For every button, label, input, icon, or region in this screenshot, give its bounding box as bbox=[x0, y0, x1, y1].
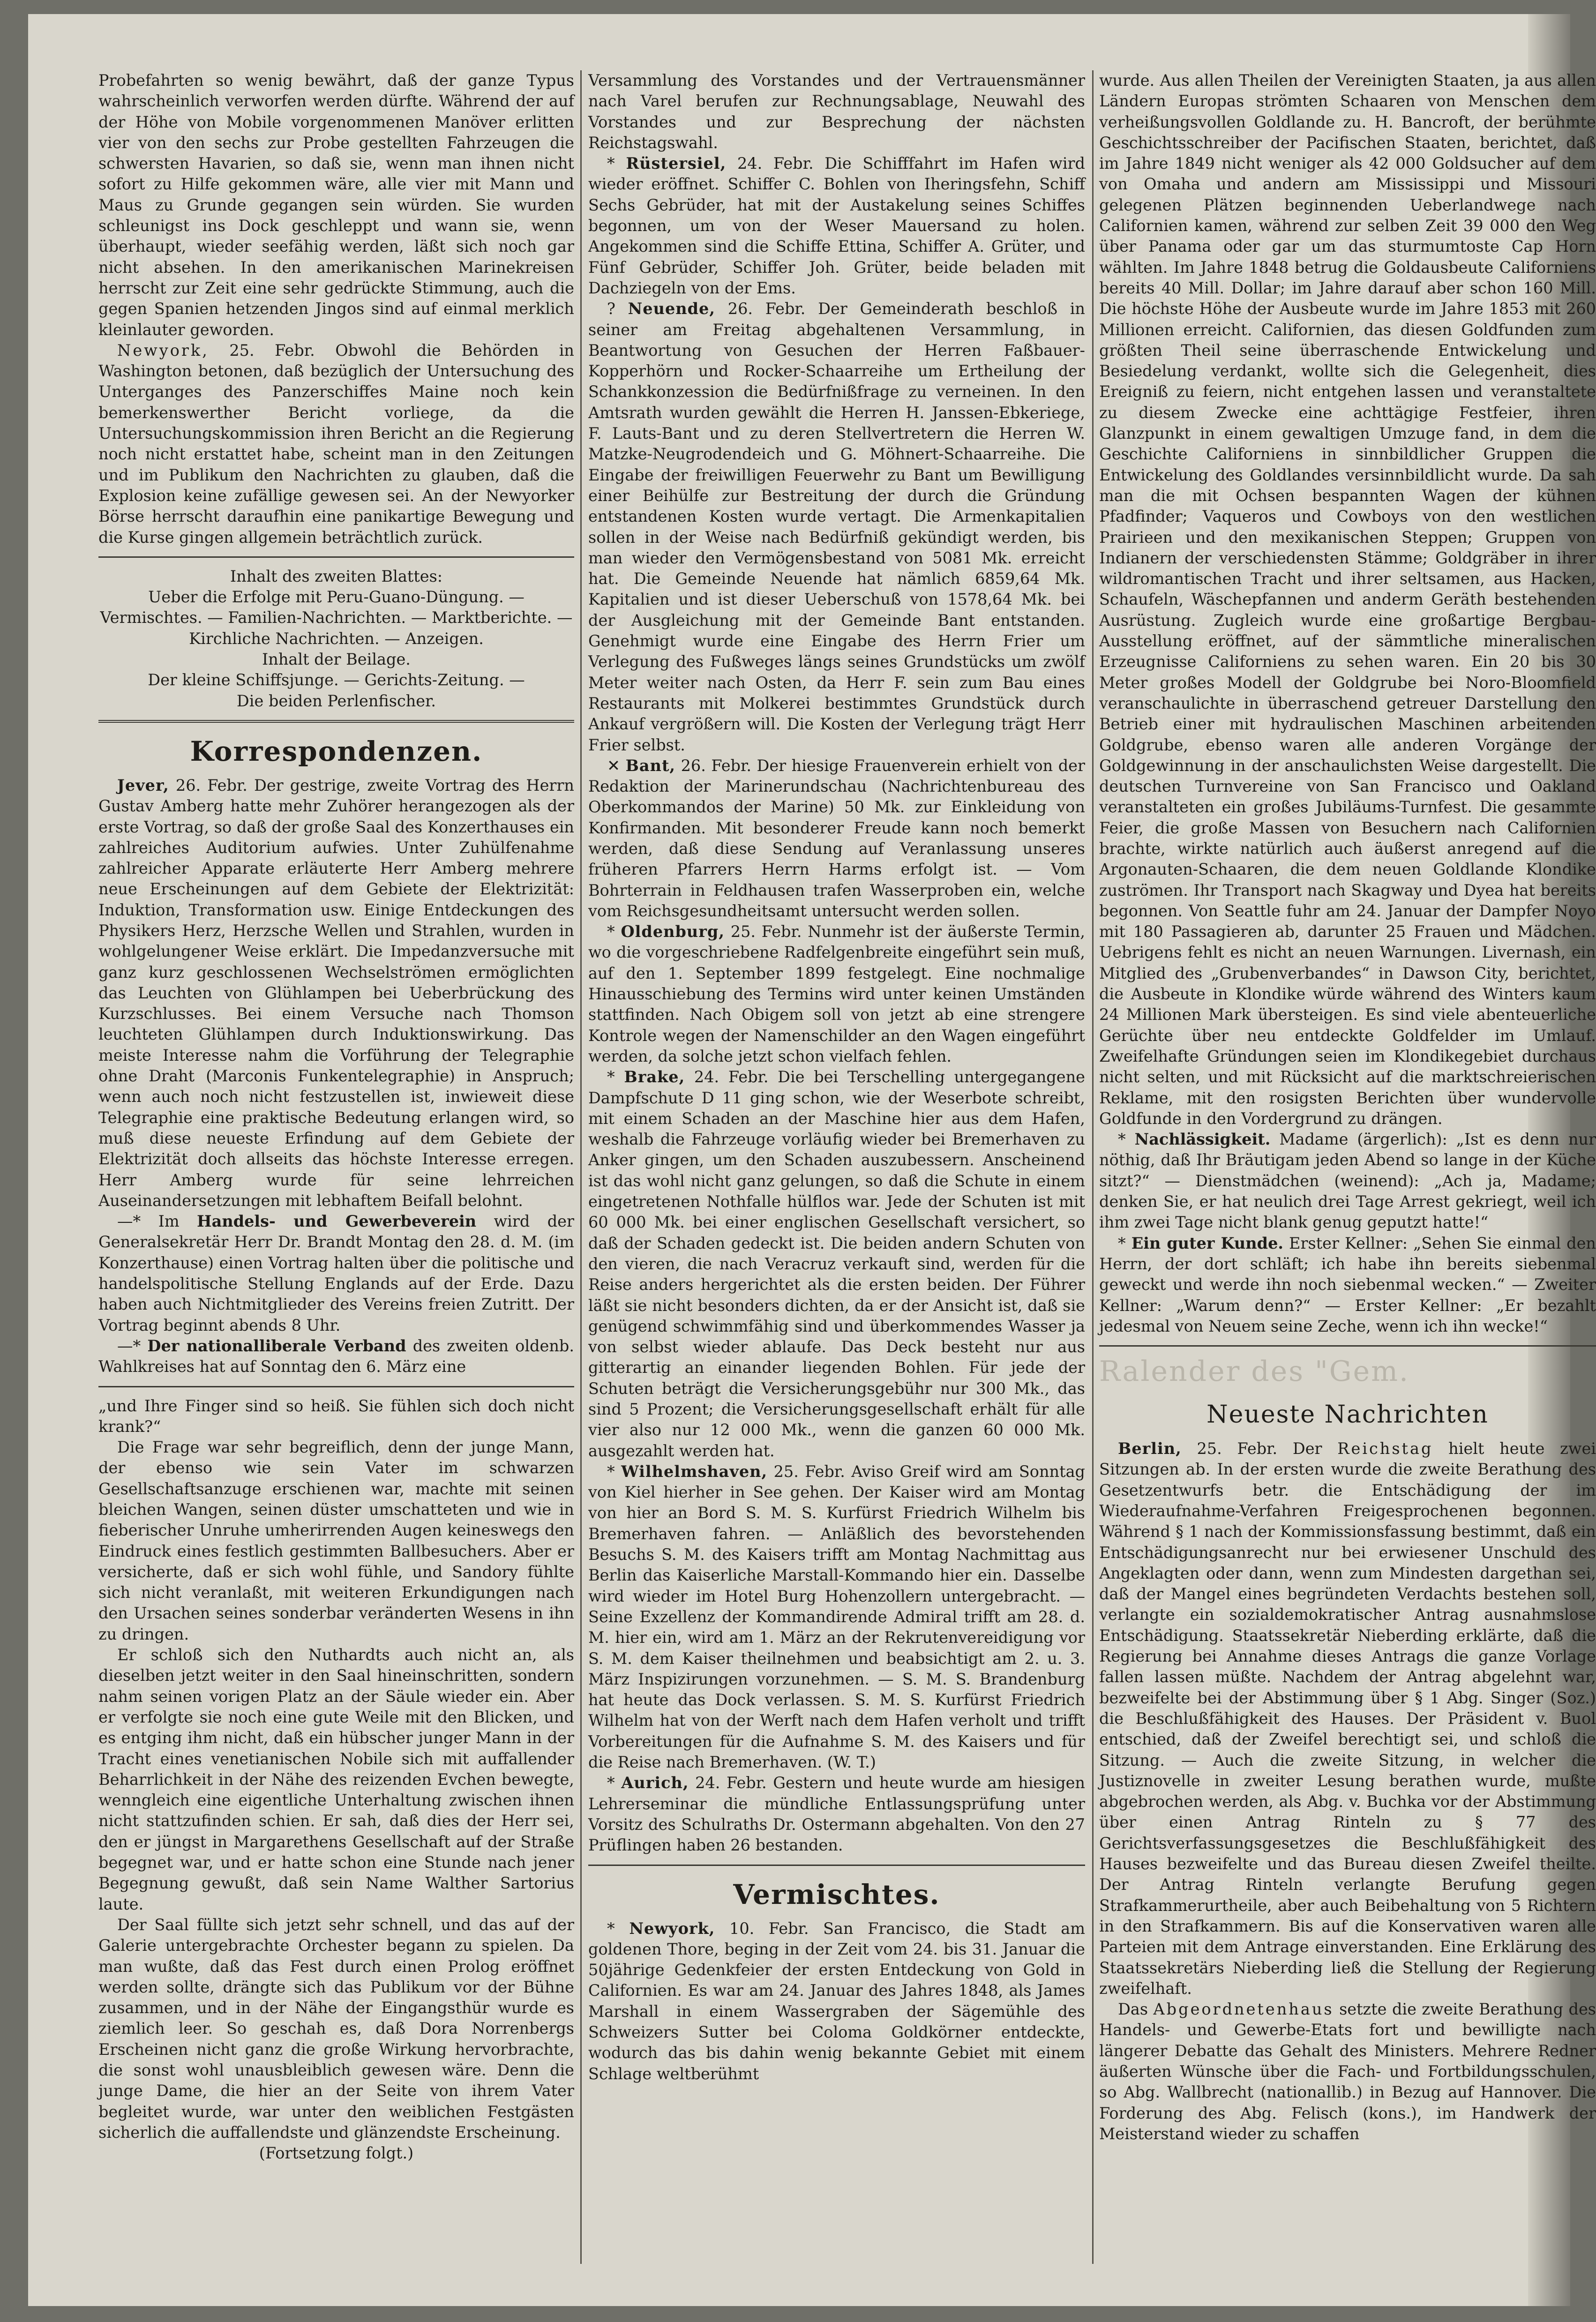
article-abgeordnetenhaus: Das Abgeordnetenhaus setzte die zweite Berathung des Handels- und Gewerbe-Etats fort und bewilligte nach längerer Debatte das Gehalt des Ministers. Mehrere Redner äußerten Wünsche über die Fach- und Fortbildungsschulen, so Abg. Wallbrecht (nationallib.) in Bezug auf Hannover. Die Forderung des Abg. Felisch (kons.), im Handwerk der Meisterstand wieder zu schaffen bbox=[1099, 2000, 1596, 2143]
article-newyork-gold: * Newyork, 10. Febr. San Francisco, die Stadt am goldenen Thore, beging in der Zeit vom 24. bis 31. Januar die 50jährige Gedenkfeier der ersten Entdeckung von Gold in Californien. Es war am 24. Januar des Jahres 1848, als James Marshall in einem Wassergraben der Sägemühle des Schweizers Sutter bei Coloma Goldkörner entdeckte, wodurch das bis dahin wenig bekannte Gebiet mit einem Schlage weltberühmt bbox=[588, 1919, 1085, 2083]
article-newyork bbox=[98, 340, 574, 548]
dateline-place: Oldenburg, bbox=[621, 922, 725, 941]
divider bbox=[98, 720, 574, 723]
article-guter-kunde: * Ein guter Kunde. Erster Kellner: „Sehen Sie einmal den Herrn, der dort schläft; ich habe ihn bereits siebenmal geweckt und werde ihn noch siebenmal wecken.“ — Zweiter Kellner: „Warum denn?“ — Erster Kellner: „Er bezahlt jedesmal von Neuem seine Zeche, wenn ich ihn wecke!“ bbox=[1099, 1234, 1596, 1335]
newspaper-page bbox=[28, 14, 1596, 2306]
dateline-place: Wilhelmshaven, bbox=[621, 1462, 768, 1481]
article-wilhelmshaven: * Wilhelmshaven, 25. Febr. Aviso Greif wird am Sonntag von Kiel hierher in See gehen. Der Kaiser wird am Montag von hier an Bord S. M. S. Kurfürst Friedrich Wilhelm bis Bremerhaven fahren. — Anläßlich des bevorstehenden Besuchs S. M. des Kaisers trifft am Montag Nachmittag aus Berlin das Kaiserliche Marstall-Kommando hier ein. Dasselbe wird wieder im Hotel Burg Hohenzollern untergebracht. — Seine Exzellenz der Kommandirende Admiral trifft am 28. d. M. hier ein, wird am 1. März an der Rekrutenvereidigung vor S. M. dem Kaiser theilnehmen und beabsichtigt am 2. u. 3. März Inspizirungen vorzunehmen. — S. M. S. Brandenburg hat heute das Dock verlassen. S. M. S. Kurfürst Friedrich Wilhelm hat von der Werft nach dem Hafen verholt und trifft Vorbereitungen für die Aufnahme S. M. des Kaisers und für die Reise nach Bremerhaven. (W. T.) bbox=[588, 1462, 1085, 1772]
novel-text: Der Saal füllte sich jetzt sehr schnell, und das auf der Galerie untergebrachte Orchester begann zu spielen. Da man wußte, daß das Fest durch einen Prolog eröffnet werden sollte, drängte sich das Publikum vor der Bühne zusammen, und in der Nähe der Eingangsthür wurde es ziemlich leer. So geschah es, daß Dora Norrenbergs Erscheinen nicht ganz die große Wirkung hervorbrachte, die sonst wohl unausbleiblich gewesen wäre. Denn die junge Dame, die hier an der Seite von ihrem Vater begleitet wurde, war unter den weiblichen Festgästen sicherlich die auffallendste und glänzendste Erscheinung. bbox=[98, 1915, 574, 2142]
dateline-place: Rüstersiel, bbox=[626, 154, 727, 173]
article-nachlaessigkeit: * Nachlässigkeit. Madame (ärgerlich): „Ist es denn nur nöthig, daß Ihr Bräutigam jeden Abend so lange in der Küche sitzt?“ — Dienstmädchen (weinend): „Ach ja, Madame; denken Sie, er hat neulich drei Tage Arrest gekriegt, weil ich ihm zwei Tage nicht blank genug geputzt hatte!“ bbox=[1099, 1130, 1596, 1232]
toc-line: Die beiden Perlenfischer. bbox=[236, 691, 436, 710]
article-text: Versammlung des Vorstandes und der Vertrauensmänner nach Varel berufen zur Rechnungsablage, Neuwahl des Vorstandes und zur Besprechung der nächsten Reichstagswahl. bbox=[588, 71, 1085, 152]
article-text: 24. Febr. Die bei Terschelling untergegangene Dampfschute D 11 ging schon, wie der Weserbote schreibt, mit einem Schaden an der Maschine hier aus dem Hafen, weshalb die Fahrzeuge vorläufig wieder bei Bremerhaven zu Anker gingen, um den Schaden auszubessern. Anscheinend ist das wohl nicht ganz gelungen, so daß die Schute in einem eingetretenen Nothfalle hülflos war. Jede der Schuten ist mit 60 000 Mk. bei einer englischen Gesellschaft versichert, so daß der Schaden gedeckt ist. Die beiden andern Schuten von den vieren, die nach Veracruz verkauft sind, werden für die Reise anders hergerichtet als die ersten beiden. Der Führer läßt sie nicht besonders dichten, da er der Ansicht ist, daß sie genügend schwimmfähig sind und überkommendes Wasser ja von selbst wieder ablaufe. Das Deck besteht nur aus gitterartig an einander liegenden Bohlen. Für jede der Schuten beträgt die Versicherungsgebühr nur 300 Mk., das sind 5 Prozent; die Versicherungsgesellschaft erhält für alle vier also nur 12 000 Mk., wenn die ganzen 60 000 Mk. ausgezahlt werden hat. bbox=[588, 1068, 1085, 1460]
article-heading: Handels- und Gewerbeverein bbox=[196, 1212, 477, 1231]
article-text: Erster Kellner: „Sehen Sie einmal den Herrn, der dort schläft; ich habe ihn bereits siebenmal geweckt und werde ihn noch siebenmal wecken.“ — Zweiter Kellner: „Warum denn?“ — Erster Kellner: „Er bezahlt jedesmal von Neuem seine Zeche, wenn ich ihn wecke!“ bbox=[1099, 1234, 1596, 1335]
column-left bbox=[98, 70, 574, 2164]
column-divider bbox=[1092, 70, 1094, 2264]
article-neuende: ? Neuende, 26. Febr. Der Gemeinderath beschloß in seiner am Freitag abgehaltenen Versammlung, in Beantwortung von Gesuchen der Herren Faßbauer-Kopperhörn und Rocker-Schaarreihe um Ertheilung der Schankkonzession die Bedürfnißfrage zu verneinen. In den Amtsrath wurden gewählt die Herren H. Janssen-Ebkeriege, F. Lauts-Bant und zu deren Stellvertretern die Herren W. Matzke-Neugrodendeich und G. Möhnert-Schaarreihe. Die Eingabe der freiwilligen Feuerwehr zu Bant um Bewilligung einer Beihülfe zur Bestreitung der durch die Gründung entstandenen Kosten wurde vertagt. Die Armenkapitalien sollen in der Weise nach Bedürfniß gekündigt werden, bis man wieder den Vermögensbestand von 5081 Mk. erreicht hat. Die Gemeinde Neuende hat nämlich 6859,64 Mk. Kapitalien und ist dieser Ueberschuß von 1578,64 Mk. bei der Ausgleichung mit der Gemeinde Bant entstanden. Genehmigt wurde eine Eingabe des Herrn Frier um Verlegung des Fußweges längs seines Grundstücks um zwölf Meter weiter nach Osten, da Herr F. sein zum Bau eines Restaurants mit Molkerei bestimmtes Grundstück durch Ankauf vergrößern will. Die Kosten der Verlegung trägt Herr Frier selbst. bbox=[588, 300, 1085, 754]
section-heading-neueste-nachrichten: Neueste Nachrichten bbox=[1206, 1401, 1489, 1429]
toc-line: Der kleine Schiffsjunge. — Gerichts-Zeitung. — bbox=[148, 671, 525, 689]
article-jever bbox=[98, 775, 574, 1211]
divider bbox=[98, 1386, 574, 1387]
article-text: 25. Febr. Obwohl die Behörden in Washington betonen, daß bezüglich der Untersuchung des Unterganges des Panzerschiffes Maine noch kein bemerkenswerther Bericht vorliege, da die Untersuchungskommission ihren Bericht an die Regierung noch nicht erstattet habe, scheint man in den Zeitungen und im Publikum den Nachrichten zu glauben, daß die Explosion keine zufällige gewesen sei. An der Newyorker Börse herrscht daraufhin eine panikartige Bewegung und die Kurse gingen allgemein beträchtlich zurück. bbox=[98, 341, 575, 547]
article-text: 25. Febr. Aviso Greif wird am Sonntag von Kiel hierher in See gehen. Der Kaiser wird am Montag von hier an Bord S. M. S. Kurfürst Friedrich Wilhelm bis Bremerhaven fahren. — Anläßlich des bevorstehenden Besuchs S. M. des Kaisers trifft am Montag Nachmittag aus Berlin das Kaiserliche Marstall-Kommando hier ein. Dasselbe wird wieder im Hotel Burg Hohenzollern untergebracht. — Seine Exzellenz der Kommandirende Admiral trifft am 28. d. M. hier ein, wird am 1. März an der Rekrutenvereidigung vor S. M. dem Kaiser theilnehmen und beabsichtigt am 2. u. 3. März Inspizirungen vorzunehmen. — S. M. S. Brandenburg hat heute das Dock verlassen. S. M. S. Kurfürst Friedrich Wilhelm hat von der Werft nach dem Hafen verholt und trifft Vorbereitungen für die Aufnahme S. M. des Kaisers und für die Reise nach Bremerhaven. (W. T.) bbox=[588, 1462, 1085, 1772]
column-right bbox=[1099, 70, 1596, 2144]
article-text: 25. Febr. Nunmehr ist der äußerste Termin, wo die vorgeschriebene Radfelgenbreite eingeführt sein muß, auf den 1. September 1899 festgelegt. Eine nochmalige Hinausschiebung des Termins wird unter keinen Umständen stattfinden. Nach Obigem soll von jetzt ab eine strengere Kontrole wegen der Namenschilder an den Wagen eingeführt werden, da solche jetzt schon vielfach fehlen. bbox=[588, 922, 1085, 1065]
section-heading-vermischtes: Vermischtes. bbox=[733, 1878, 940, 1910]
article-aurich: * Aurich, 24. Febr. Gestern und heute wurde am hiesigen Lehrerseminar die mündliche Entlassungsprüfung unter Vorsitz des Schulraths Dr. Ostermann abgehalten. Von den 27 Prüflingen haben 26 bestanden. bbox=[588, 1774, 1086, 1855]
emphasis: Reichstag bbox=[1337, 1439, 1433, 1458]
article-text: wird der Generalsekretär Herr Dr. Brandt Montag den 28. d. M. (im Konzerthause) einen Vortrag halten über die politische und handelspolitische Stellung Englands auf der Erde. Dazu haben auch Nichtmitglieder des Vereins freien Zutritt. Der Vortrag beginnt abends 8 Uhr. bbox=[98, 1212, 574, 1334]
dateline-place: Aurich, bbox=[621, 1774, 689, 1792]
article-nationalliberal: —* Der nationalliberale Verband des zweiten oldenb. Wahlkreises hat auf Sonntag den 6. März eine bbox=[98, 1336, 574, 1376]
novel-text: „und Ihre Finger sind so heiß. Sie fühlen sich doch nicht krank?“ bbox=[98, 1396, 574, 1436]
emphasis: Abgeordnetenhaus bbox=[1153, 2000, 1334, 2019]
article-heading: Ein guter Kunde. bbox=[1131, 1234, 1284, 1252]
dateline-place: Jever, bbox=[117, 776, 169, 794]
continuation-note: (Fortsetzung folgt.) bbox=[259, 2144, 414, 2163]
section-heading-korrespondenzen: Korrespondenzen. bbox=[190, 735, 483, 767]
toc-title: Inhalt des zweiten Blattes: bbox=[230, 567, 443, 585]
dateline-place: Berlin, bbox=[1118, 1439, 1182, 1458]
article-oldenburg: * Oldenburg, 25. Febr. Nunmehr ist der äußerste Termin, wo die vorgeschriebene Radfelgenbreite eingeführt sein muß, auf den 1. September 1899 festgelegt. Eine nochmalige Hinausschiebung des Termins wird unter keinen Umständen stattfinden. Nach Obigem soll von jetzt ab eine strengere Kontrole wegen der Namenschilder an den Wagen eingeführt werden, da solche jetzt schon vielfach fehlen. bbox=[588, 922, 1085, 1065]
article-text: 26. Febr. Der gestrige, zweite Vortrag des Herrn Gustav Amberg hatte mehr Zuhörer herangezogen als der erste Vortrag, so daß der große Saal des Konzerthauses ein zahlreiches Auditorium aufwies. Unter Zuhülfenahme zahlreicher Apparate erläuterte Herr Amberg mehrere neue Erscheinungen auf dem Gebiete der Elektrizität: Induktion, Transformation usw. Einige Entdeckungen des Physikers Herz, Herzsche Wellen und Strahlen, wurden in wohlgelungener Weise erklärt. Die Impedanzversuche mit ganz kurz geschlossenen Wechselströmen ermöglichten das Leuchten von Glühlampen bei Ueberbrückung des Kurzschlusses. Bei einem Versuche nach Thomson leuchteten Glühlampen durch Induktionswirkung. Das meiste Interesse nahm die Vorführung der Telegraphie ohne Draht (Marconis Funkentelegraphie) in Anspruch; wenn auch noch nicht festzustellen ist, inwieweit diese Telegraphie eine praktische Bedeutung erlangen wird, so muß diese neueste Erfindung auf dem Gebiete der Elektrizität doch allseits das höchste Interesse erregen. Herr Amberg wurde für seine lehrreichen Auseinandersetzungen mit lebhaftem Beifall belohnt. bbox=[98, 776, 575, 1210]
toc-line: Inhalt der Beilage. bbox=[262, 650, 411, 669]
article-handelsverein: —* Im Handels- und Gewerbeverein wird der Generalsekretär Herr Dr. Brandt Montag den 28. d. M. (im Konzerthause) einen Vortrag halten über die politische und handelspolitische Stellung Englands auf der Erde. Dazu haben auch Nichtmitglieder des Vereins freien Zutritt. Der Vortrag beginnt abends 8 Uhr. bbox=[98, 1212, 574, 1334]
divider bbox=[98, 556, 574, 558]
article-text: 26. Febr. Der Gemeinderath beschloß in seiner am Freitag abgehaltenen Versammlung, in Beantwortung von Gesuchen der Herren Faßbauer-Kopperhörn und Rocker-Schaarreihe um Ertheilung der Schankkonzession die Bedürfnißfrage zu verneinen. In den Amtsrath wurden gewählt die Herren H. Janssen-Ebkeriege, F. Lauts-Bant und zu deren Stellvertretern die Herren W. Matzke-Neugrodendeich und G. Möhnert-Schaarreihe. Die Eingabe der freiwilligen Feuerwehr zu Bant um Bewilligung einer Beihülfe zur Bestreitung der durch die Gründung entstandenen Kosten wurde vertagt. Die Armenkapitalien sollen in der Weise nach Bedürfniß gekündigt werden, bis man wieder den Vermögensbestand von 5081 Mk. erreicht hat. Die Gemeinde Neuende hat nämlich 6859,64 Mk. Kapitalien und ist dieser Ueberschuß von 1578,64 Mk. bei der Ausgleichung mit der Gemeinde Bant entstanden. Genehmigt wurde eine Eingabe des Herrn Frier um Verlegung des Fußweges längs seines Grundstücks um zwölf Meter weiter nach Osten, da Herr F. sein zum Bau eines Restaurants mit Molkerei bestimmtes Grundstück durch Ankauf vergrößern will. Die Kosten der Verlegung trägt Herr Frier selbst. bbox=[588, 300, 1085, 754]
divider bbox=[1099, 1345, 1596, 1347]
article-text: Madame (ärgerlich): „Ist es denn nur nöthig, daß Ihr Bräutigam jeden Abend so lange in der Küche sitzt?“ — Dienstmädchen (weinend): „Ach ja, Madame; denken Sie, er hat neulich drei Tage Arrest gekriegt, weil ich ihm zwei Tage nicht blank genug geputzt hatte!“ bbox=[1099, 1130, 1596, 1232]
article-text: hielt heute zwei Sitzungen ab. In der ersten wurde die zweite Berathung des Gesetzentwurfs betr. die Entschädigung der im Wiederaufnahme-Verfahren Freigesprochenen begonnen. Während § 1 nach der Kommissionsfassung bestimmt, daß ein Entschädigungsanrecht nur bei erwiesener Unschuld des Angeklagten oder dann, wenn zum Mindesten dargethan sei, daß der Mangel eines begründeten Verdachts bestehen soll, verlangte ein sozialdemokratischer Antrag ausnahmslose Entschädigung. Staatssekretär Nieberding erklärte, daß die Regierung bei Annahme dieses Antrags die ganze Vorlage fallen lassen müßte. Nachdem der Antrag abgelehnt war, bezweifelte bei der Abstimmung über § 1 Abg. Singer (Soz.) die Beschlußfähigkeit des Hauses. Der Präsident v. Buol entschied, daß der Zweifel berechtigt sei, und schloß die Sitzung. — Auch die zweite Sitzung, in welcher die Justiznovelle in zweiter Lesung berathen wurde, mußte abgebrochen werden, als Abg. v. Buchka vor der Abstimmung über einen Antrag Rinteln zu § 77 des Gerichtsverfassungsgesetzes die Beschlußfähigkeit des Hauses bezweifelte und das Bureau diesen Zweifel theilte. Der Antrag Rinteln verlangte Berufung gegen Strafkammerurtheile, aber auch Beibehaltung von 5 Richtern in den Strafkammern. Bis auf die Konservativen waren alle Parteien mit dem Antrage einverstanden. Eine Erklärung des Staatssekretärs Nieberding ließ die Stellung der Regierung zweifelhaft. bbox=[1099, 1439, 1596, 1998]
dateline-place: Newyork, bbox=[629, 1919, 715, 1938]
article-brake: * Brake, 24. Febr. Die bei Terschelling untergegangene Dampfschute D 11 ging schon, wie der Weserbote schreibt, mit einem Schaden an der Maschine hier aus dem Hafen, weshalb die Fahrzeuge vorläufig wieder bei Bremerhaven zu Anker gingen, um den Schaden auszubessern. Anscheinend ist das wohl nicht ganz gelungen, so daß die Schute in einem eingetretenen Nothfalle hülflos war. Jede der Schuten ist mit 60 000 Mk. bei einer englischen Gesellschaft versichert, so daß der Schaden gedeckt ist. Die beiden andern Schuten von den vieren, die nach Veracruz verkauft sind, werden für die Reise anders hergerichtet als die ersten beiden. Der Führer läßt sie nicht besonders dichten, da er der Ansicht ist, daß sie genügend schwimmfähig sind und überkommendes Wasser ja von selbst wieder ablaufe. Das Deck besteht nur aus gitterartig an einander liegenden Bohlen. Für jede der Schuten beträgt die Versicherungsgebühr nur 300 Mk., das sind 5 Prozent; die Versicherungsgesellschaft erhält für alle vier also nur 12 000 Mk., wenn die ganzen 60 000 Mk. ausgezahlt werden hat. bbox=[588, 1068, 1085, 1460]
article-text: 24. Febr. Gestern und heute wurde am hiesigen Lehrerseminar die mündliche Entlassungsprüfung unter Vorsitz des Schulraths Dr. Ostermann abgehalten. Von den 27 Prüflingen haben 26 bestanden. bbox=[588, 1774, 1086, 1855]
novel-text: Die Frage war sehr begreiflich, denn der junge Mann, der ebenso wie sein Vater im schwarzen Gesellschaftsanzuge erschienen war, machte mit seinen bleichen Wangen, seinen düster umschatteten und wie in fieberischer Unruhe umherirrenden Augen keineswegs den Eindruck eines festlich gestimmten Ballbesuchers. Aber er versicherte, daß er sich wohl fühle, und Sandory fühlte sich nicht veranlaßt, mit weiteren Erkundigungen nach den Ursachen seines sonderbar veränderten Wesens in ihn zu dringen. bbox=[98, 1438, 574, 1643]
article-text: wurde. Aus allen Theilen der Vereinigten Staaten, ja aus allen Ländern Europas strömten Schaaren von Menschen dem verheißungsvollen Goldlande zu. H. Bancroft, der berühmte Geschichtsschreiber der Pacifischen Staaten, berichtet, daß im Jahre 1849 nicht weniger als 42 000 Goldsucher auf dem von Omaha und andern am Mississippi und Missouri gelegenen Plätzen beginnenden Ueberlandwege nach Californien kamen, während zur selben Zeit 39 000 den Weg über Panama oder gar um das sturmumtoste Cap Horn wählten. Im Jahre 1848 betrug die Goldausbeute Californiens bereits 40 Mill. Dollar; im Jahre darauf aber schon 160 Mill. Die höchste Höhe der Ausbeute wurde im Jahre 1853 mit 260 Millionen erreicht. Californien, das diesen Goldfunden zum größten Theil seine überraschende Entwickelung und Besiedelung verdankt, wollte sich die Gelegenheit, dies Ereigniß zu feiern, nicht entgehen lassen und veranstaltete zu diesem Zwecke eine achttägige Festfeier, ihren Glanzpunkt in einem gewaltigen Umzuge fand, in dem die Geschichte Californiens in sinnbildlicher Gruppen die Entwickelung des Goldlandes versinnbildlicht wurde. Da sah man die mit Ochsen bespannten Wagen der kühnen Pfadfinder; Vaqueros und Cowboys von den westlichen Prairieen und den mexikanischen Steppen; Gruppen von Indianern der verschiedensten Stämme; Goldgräber in ihrer wildromantischen Tracht und ihrer seltsamen, aus Hacken, Schaufeln, Wäschepfannen und anderm Geräth bestehenden Ausrüstung. Zugleich wurde eine großartige Bergbau-Ausstellung eröffnet, auf der sämmtliche mineralischen Erzeugnisse Californiens zu sehen waren. Ein 20 bis 30 Meter großes Modell der Goldgrube bei Noro-Bloomfield veranschaulichte in überraschend getreuer Darstellung den Betrieb einer mit hydraulischen Maschinen arbeitenden Goldgrube, ebenso waren alle anderen Vorgänge der Goldgewinnung in der anschaulichsten Weise dargestellt. Die deutschen Turnvereine von San Francisco und Oakland veranstalteten ein großes Jubiläums-Turnfest. Die gesammte Feier, die große Massen von Besuchern nach Californien brachte, wirkte natürlich auch äußerst anregend auf die Argonauten-Schaaren, die dem neuen Goldlande Klondike zuströmen. Ihr Transport nach Skagway und Dyea hat bereits begonnen. Von Seattle fuhr am 24. Januar der Dampfer Noyo mit 180 Passagieren ab, darunter 25 Frauen und Mädchen. Uebrigens fehlt es nicht an neuen Warnungen. Livernash, ein Mitglied des „Grubenverbandes“ in Dawson City, berichtet, die Ausbeute in Klondike würde während des Winters kaum 24 Millionen Mark übersteigen. Es sind viele abenteuerliche Gerüchte über neu entdeckte Goldfelder im Umlauf. Zweifelhafte Gründungen seien im Klondikegebiet durchaus nicht selten, und mit Rücksicht auf die marktschreierischen Reklame, mit den rosigsten Berichten über wundervolle Goldfunde in den Vordergrund zu drängen. bbox=[1099, 71, 1596, 1128]
toc-line: Kirchliche Nachrichten. — Anzeigen. bbox=[189, 629, 484, 648]
article-bant: ✕ Bant, 26. Febr. Der hiesige Frauenverein erhielt von der Redaktion der Marinerundschau (Nachrichtenbureau des Oberkommandos der Marine) 50 Mk. zur Einkleidung von Konfirmanden. Mit besonderer Freude kann noch bemerkt werden, daß diese Sendung auf Veranlassung unseres früheren Pfarrers Herrn Harms erfolgt ist. — Vom Bohrterrain in Feldhausen trafen Wasserproben ein, welche vom Reichsgesundheitsamt untersucht werden sollen. bbox=[588, 756, 1086, 920]
column-middle bbox=[588, 70, 1085, 2084]
article-berlin: Berlin, 25. Febr. Der Reichstag hielt heute zwei Sitzungen ab. In der ersten wurde die zweite Berathung des Gesetzentwurfs betr. die Entschädigung der im Wiederaufnahme-Verfahren Freigesprochenen begonnen. Während § 1 nach der Kommissionsfassung bestimmt, daß ein Entschädigungsanrecht nur bei erwiesener Unschuld des Angeklagten oder dann, wenn zum Mindesten dargethan sei, daß der Mangel eines begründeten Verdachts bestehen soll, verlangte ein sozialdemokratischer Antrag ausnahmslose Entschädigung. Staatssekretär Nieberding erklärte, daß die Regierung bei Annahme dieses Antrags die ganze Vorlage fallen lassen müßte. Nachdem der Antrag abgelehnt war, bezweifelte bei der Abstimmung über § 1 Abg. Singer (Soz.) die Beschlußfähigkeit des Hauses. Der Präsident v. Buol entschied, daß der Zweifel berechtigt sei, und schloß die Sitzung. — Auch die zweite Sitzung, in welcher die Justiznovelle in zweiter Lesung berathen wurde, mußte abgebrochen werden, als Abg. v. Buchka vor der Abstimmung über einen Antrag Rinteln zu § 77 des Gerichtsverfassungsgesetzes die Beschlußfähigkeit des Hauses bezweifelte und das Bureau diesen Zweifel theilte. Der Antrag Rinteln verlangte Berufung gegen Strafkammerurtheile, aber auch Beibehaltung von 5 Richtern in den Strafkammern. Bis auf die Konservativen waren alle Parteien mit dem Antrage einverstanden. Eine Erklärung des Staatssekretärs Nieberding ließ die Stellung der Regierung zweifelhaft. bbox=[1099, 1439, 1596, 1998]
divider bbox=[588, 1865, 1085, 1866]
dateline-place: Brake, bbox=[624, 1068, 685, 1086]
bleed-through-text: Ralender des "Gem. bbox=[1099, 1355, 1410, 1388]
toc-line: Ueber die Erfolge mit Peru-Guano-Düngung. — bbox=[148, 588, 525, 607]
article-text: des zweiten oldenb. Wahlkreises hat auf Sonntag den 6. März eine bbox=[98, 1336, 574, 1376]
article-heading: Der nationalliberale Verband bbox=[147, 1336, 406, 1355]
article-text: Probefahrten so wenig bewährt, daß der ganze Typus wahrscheinlich verworfen werden dürfte. Während der auf der Höhe von Mobile vorgenommenen Manöver erlitten vier von den sechs zur Probe gestellten Fahrzeugen die schwersten Havarien, so daß sie, wenn man ihnen nicht sofort zu Hilfe gekommen wäre, alle vier mit Mann und Maus zu Grunde gegangen sein würden. Sie wurden schleunigst ins Dock geschleppt und wann sie, wenn überhaupt, wieder seefähig werden, läßt sich noch gar nicht absehen. In den amerikanischen Marinekreisen herrscht zur Zeit eine sehr gedrückte Stimmung, auch die gegen Spanien hetzenden Jingos sind auf einmal merklich kleinlauter geworden. bbox=[98, 71, 574, 339]
article-ruestersiel: * Rüstersiel, 24. Febr. Die Schifffahrt im Hafen wird wieder eröffnet. Schiffer C. Bohlen von Iheringsfehn, Schiff Sechs Gebrüder, hat mit der Austakelung seines Schiffes begonnen, um von der Weser Mauersand zu holen. Angekommen sind die Schiffe Ettina, Schiffer A. Grüter, und Fünf Gebrüder, Schiffer Joh. Grüter, beide beladen mit Dachziegeln von der Ems. bbox=[588, 154, 1085, 297]
article-heading: Nachlässigkeit. bbox=[1134, 1130, 1271, 1149]
dateline-place: Newyork, bbox=[117, 341, 209, 360]
article-text: 24. Febr. Die Schifffahrt im Hafen wird wieder eröffnet. Schiffer C. Bohlen von Iheringsfehn, Schiff Sechs Gebrüder, hat mit der Austakelung seines Schiffes begonnen, um von der Weser Mauersand zu holen. Angekommen sind die Schiffe Ettina, Schiffer A. Grüter, und Fünf Gebrüder, Schiffer Joh. Grüter, beide beladen mit Dachziegeln von der Ems. bbox=[588, 154, 1085, 297]
dateline-place: Neuende, bbox=[628, 300, 716, 318]
dateline-place: Bant, bbox=[625, 756, 676, 775]
article-text: setzte die zweite Berathung des Handels- und Gewerbe-Etats fort und bewilligte nach längerer Debatte das Gehalt des Ministers. Mehrere Redner äußerten Wünsche über die Fach- und Fortbildungsschulen, so Abg. Wallbrecht (nationallib.) in Bezug auf Hannover. Die Forderung des Abg. Felisch (kons.), im Handwerk der Meisterstand wieder zu schaffen bbox=[1099, 2000, 1596, 2143]
toc-line: Vermischtes. — Familien-Nachrichten. — Marktberichte. — bbox=[100, 608, 573, 627]
novel-text: Er schloß sich den Nuthardts auch nicht an, als dieselben jetzt weiter in den Saal hineinschritten, sondern nahm seinen vorigen Platz an der Säule wieder ein. Aber er verfolgte sie noch eine gute Weile mit den Blicken, und es entging ihm nicht, daß ein hübscher junger Mann in der Tracht eines venetianischen Nobile sich mit auffallender Beharrlichkeit in der Nähe des reizenden Evchen bewegte, wenngleich eine eigentliche Unterhaltung zwischen ihnen nicht stattzufinden schien. Er sah, daß dies der Herr sei, den er jüngst in Margarethens Gesellschaft auf der Straße begegnet war, und er hatte schon eine Stunde nach jener Begegnung gewußt, daß sein Name Walther Sartorius laute. bbox=[98, 1646, 574, 1913]
column-divider bbox=[580, 70, 582, 2264]
article-text: 26. Febr. Der hiesige Frauenverein erhielt von der Redaktion der Marinerundschau (Nachrichtenbureau des Oberkommandos der Marine) 50 Mk. zur Einkleidung von Konfirmanden. Mit besonderer Freude kann noch bemerkt werden, daß diese Sendung auf Veranlassung unseres früheren Pfarrers Herrn Harms erfolgt ist. — Vom Bohrterrain in Feldhausen trafen Wasserproben ein, welche vom Reichsgesundheitsamt untersucht werden sollen. bbox=[588, 756, 1086, 920]
article-text: 10. Febr. San Francisco, die Stadt am goldenen Thore, beging in der Zeit vom 24. bis 31. Januar die 50jährige Gedenkfeier der ersten Entdeckung von Gold in Californien. Es war am 24. Januar des Jahres 1848, als James Marshall in einem Wassergraben der Sägemühle des Schweizers Sutter bei Coloma Goldkörner entdeckte, wodurch das bis dahin wenig bekannte Gebiet mit einem Schlage weltberühmt bbox=[588, 1919, 1085, 2083]
